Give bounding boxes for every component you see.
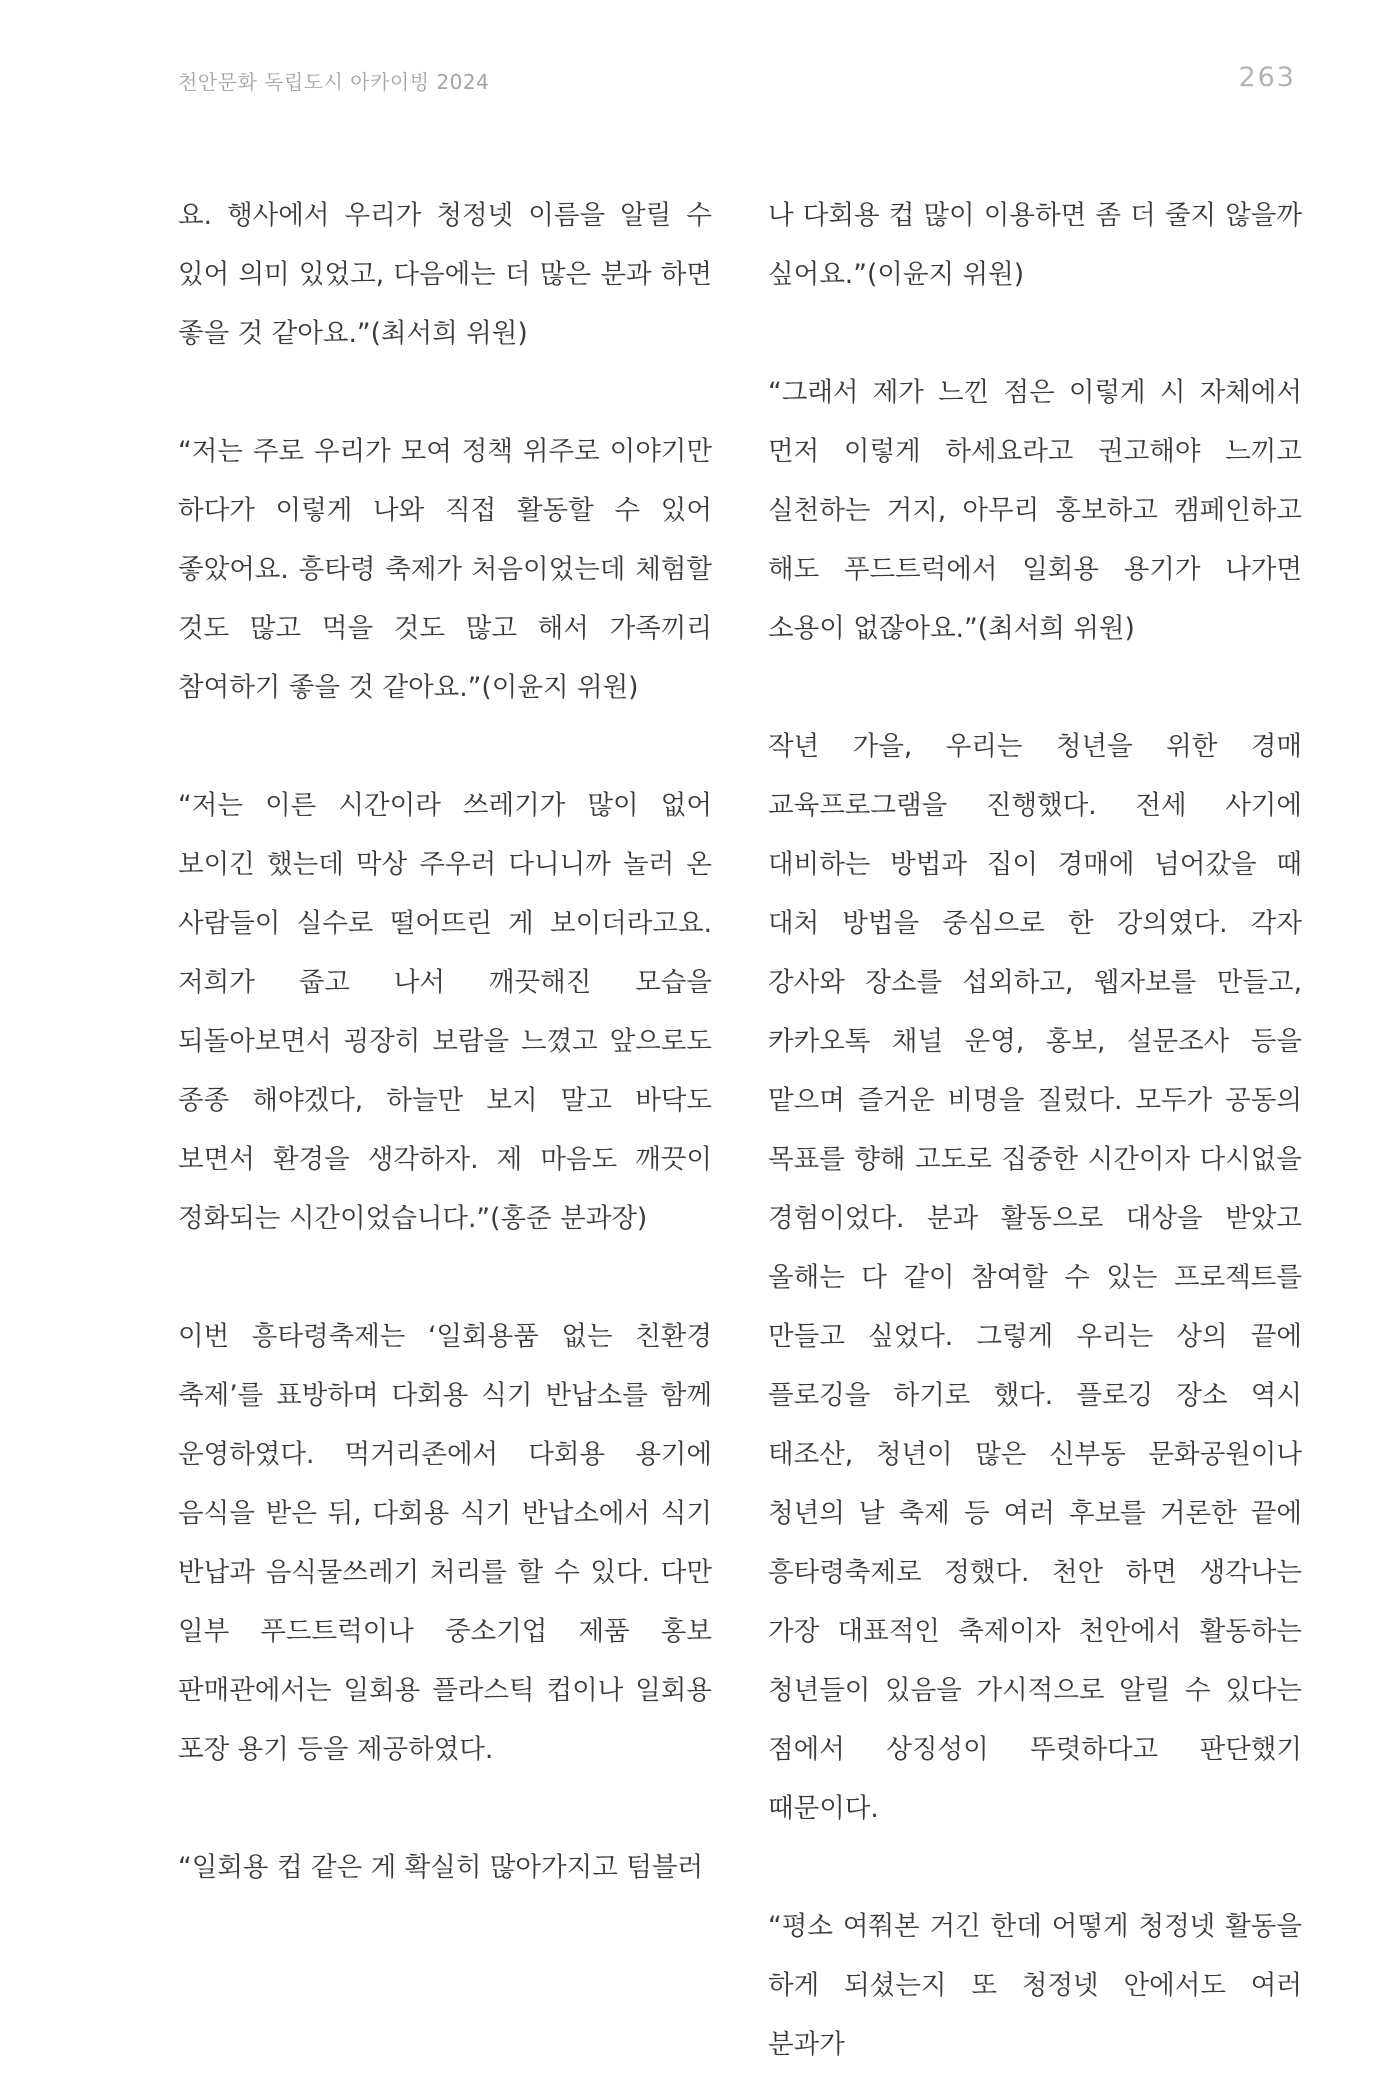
right-paragraph-4: “평소 여쭤본 거긴 한데 어떻게 청정넷 활동을 하게 되셨는지 또 청정넷 안에서도 여러 분과가 bbox=[768, 1911, 1302, 2060]
right-paragraph-2: “그래서 제가 느낀 점은 이렇게 시 자체에서 먼저 이렇게 하세요라고 권고해야 느끼고 실천하는 거지, 아무리 홍보하고 캠페인하고 해도 푸드트럭에서 일회용 용기가 나가면 소용이 없잖아요.”(최서희 위원) bbox=[768, 377, 1302, 644]
running-header-title: 천안문화 독립도시 아카이빙 2024 bbox=[178, 70, 490, 94]
left-paragraph-5: “일회용 컵 같은 게 확실히 많아가지고 텀블러 bbox=[178, 1852, 704, 1883]
right-paragraph-1: 나 다회용 컵 많이 이용하면 좀 더 줄지 않을까 싶어요.”(이윤지 위원) bbox=[768, 200, 1302, 290]
right-paragraph-3: 작년 가을, 우리는 청년을 위한 경매 교육프로그램을 진행했다. 전세 사기에 대비하는 방법과 집이 경매에 넘어갔을 때 대처 방법을 중심으로 한 강의였다. 각자 강사와 장소를 섭외하고, 웹자보를 만들고, 카카오톡 채널 운영, 홍보, 설문조사 등을 맡으며 즐거운 비명을 질렀다. 모두가 공동의 목표를 향해 고도로 집중한 시간이자 다시없을 경험이었다. 분과 활동으로 대상을 받았고 올해는 다 같이 참여할 수 있는 프로젝트를 만들고 싶었다. 그렇게 우리는 상의 끝에 플로깅을 하기로 했다. 플로깅 장소 역시 태조산, 청년이 많은 신부동 문화공원이나 청년의 날 축제 등 여러 후보를 거론한 끝에 흥타령축제로 정했다. 천안 하면 생각나는 가장 대표적인 축제이자 천안에서 활동하는 청년들이 있음을 가시적으로 알릴 수 있다는 점에서 상징성이 뚜렷하다고 판단했기 때문이다. bbox=[768, 731, 1302, 1824]
left-paragraph-3: “저는 이른 시간이라 쓰레기가 많이 없어 보이긴 했는데 막상 주우러 다니니까 놀러 온 사람들이 실수로 떨어뜨린 게 보이더라고요. 저희가 줍고 나서 깨끗해진 모습을 되돌아보면서 굉장히 보람을 느꼈고 앞으로도 종종 해야겠다, 하늘만 보지 말고 바닥도 보면서 환경을 생각하자. 제 마음도 깨끗이 정화되는 시간이었습니다.”(홍준 분과장) bbox=[178, 790, 712, 1234]
left-column bbox=[178, 186, 712, 1897]
left-paragraph-1: 요. 행사에서 우리가 청정넷 이름을 알릴 수 있어 의미 있었고, 다음에는 더 많은 분과 하면 좋을 것 같아요.”(최서희 위원) bbox=[178, 200, 712, 349]
left-paragraph-2: “저는 주로 우리가 모여 정책 위주로 이야기만 하다가 이렇게 나와 직접 활동할 수 있어 좋았어요. 흥타령 축제가 처음이었는데 체험할 것도 많고 먹을 것도 많고 해서 가족끼리 참여하기 좋을 것 같아요.”(이윤지 위원) bbox=[178, 436, 712, 703]
right-column bbox=[768, 186, 1302, 2074]
left-paragraph-4: 이번 흥타령축제는 ‘일회용품 없는 친환경 축제’를 표방하며 다회용 식기 반납소를 함께 운영하였다. 먹거리존에서 다회용 용기에 음식을 받은 뒤, 다회용 식기 반납소에서 식기 반납과 음식물쓰레기 처리를 할 수 있다. 다만 일부 푸드트럭이나 중소기업 제품 홍보 판매관에서는 일회용 플라스틱 컵이나 일회용 포장 용기 등을 제공하였다. bbox=[178, 1321, 712, 1765]
page-number: 263 bbox=[1238, 62, 1296, 93]
